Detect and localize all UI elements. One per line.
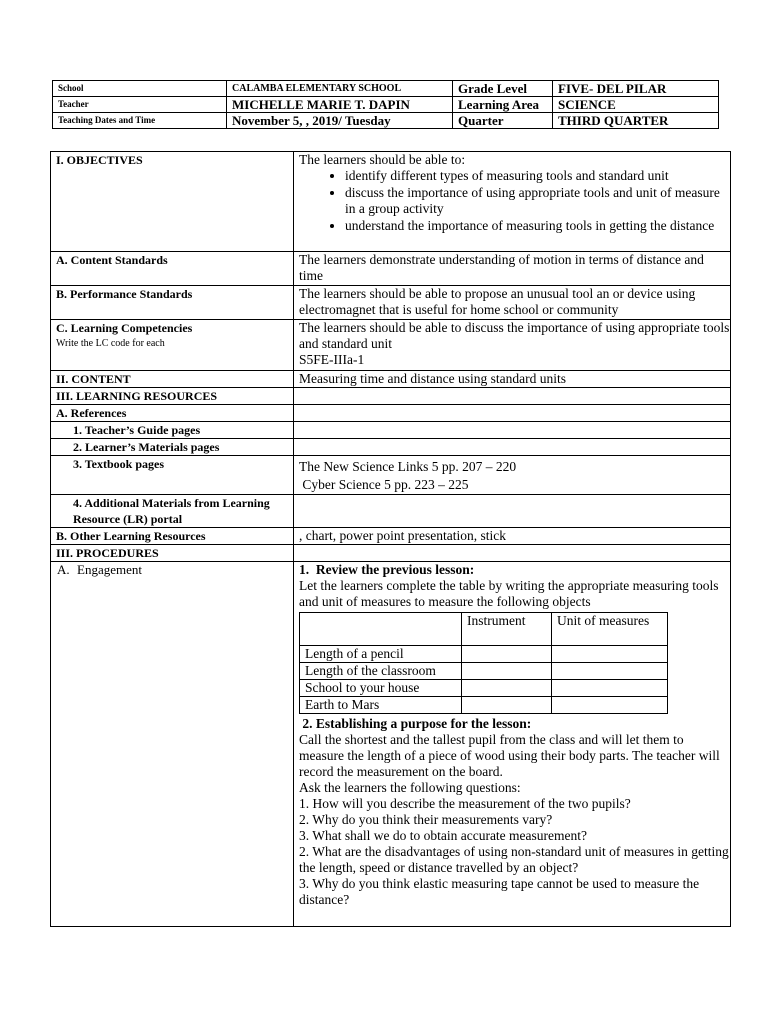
purpose-title: 2. Establishing a purpose for the lesson:: [299, 716, 532, 731]
objective-item: • identify different types of measuring tools and standard unit: [345, 168, 730, 185]
area-value: SCIENCE: [553, 97, 719, 113]
textbook-line2: Cyber Science 5 pp. 223 – 225: [299, 477, 469, 492]
additional-row: [51, 495, 731, 528]
references-row: [51, 405, 731, 422]
other-resources-row: [51, 528, 731, 545]
review-text: Let the learners complete the table by writing the appropriate measuring tools and unit of measures to measure the following objects: [299, 578, 719, 609]
tg-row: [51, 422, 731, 439]
additional-empty: [294, 495, 731, 528]
tg-label: 1. Teacher’s Guide pages: [51, 422, 294, 439]
performance-standards-row: [51, 286, 731, 320]
competencies-label: C. Learning Competencies: [56, 321, 193, 335]
measuring-instrument-cell: [462, 663, 552, 680]
content-standards-label: A. Content Standards: [51, 252, 294, 286]
resources-empty: [294, 388, 731, 405]
textbook-line1: The New Science Links 5 pp. 207 – 220: [299, 459, 517, 474]
lesson-plan-table: [50, 151, 731, 927]
procedures-label: III. PROCEDURES: [51, 545, 294, 562]
engagement-label: Engagement: [77, 562, 142, 577]
other-resources-label: B. Other Learning Resources: [51, 528, 294, 545]
additional-label: 4. Additional Materials from Learning Resource (LR) portal: [51, 495, 294, 528]
lm-row: [51, 439, 731, 456]
competencies-sublabel: Write the LC code for each: [56, 338, 165, 349]
teacher-value: MICHELLE MARIE T. DAPIN: [227, 97, 453, 113]
question-item: 2. Why do you think their measurements vary?: [299, 812, 553, 827]
measuring-unit-cell: [552, 680, 668, 697]
competencies-cell: [51, 320, 294, 371]
lm-label: 2. Learner’s Materials pages: [51, 439, 294, 456]
quarter-label: Quarter: [453, 113, 553, 129]
competencies-row: [51, 320, 731, 371]
engagement-num: A.: [57, 562, 70, 577]
measuring-table-row: [300, 680, 668, 697]
teacher-label: Teacher: [53, 97, 227, 113]
tg-empty: [294, 422, 731, 439]
objectives-intro: The learners should be able to:: [299, 152, 466, 167]
measuring-unit-cell: [552, 663, 668, 680]
quarter-value: THIRD QUARTER: [553, 113, 719, 129]
objectives-cell: [294, 152, 731, 252]
resources-row: [51, 388, 731, 405]
dates-value: November 5, , 2019/ Tuesday: [227, 113, 453, 129]
measuring-instrument-cell: [462, 697, 552, 714]
school-label: School: [53, 81, 227, 97]
objectives-label: I. OBJECTIVES: [51, 152, 294, 252]
content-row: [51, 371, 731, 388]
header-table: [52, 80, 719, 129]
performance-standards-text: The learners should be able to propose an unusual tool an or device using electromagnet that is useful for home school or community: [294, 286, 731, 320]
measuring-instrument-cell: [462, 646, 552, 663]
textbook-cell: [294, 456, 731, 495]
objective-item: • discuss the importance of using appropriate tools and unit of measure in a group activity: [345, 185, 730, 218]
question-item: 3. What shall we do to obtain accurate measurement?: [299, 828, 588, 843]
measuring-table-row: [300, 697, 668, 714]
competencies-text: The learners should be able to discuss the importance of using appropriate tools and standard unit: [299, 320, 730, 351]
competencies-text-cell: [294, 320, 731, 371]
measuring-object: School to your house: [300, 680, 462, 697]
objectives-list: [299, 168, 730, 234]
dates-label: Teaching Dates and Time: [53, 113, 227, 129]
ask-text: Ask the learners the following questions:: [299, 780, 521, 795]
review-title: 1. Review the previous lesson:: [299, 562, 475, 577]
header-row-teacher: [53, 97, 719, 113]
header-row-school: [53, 81, 719, 97]
measuring-table-row: [300, 646, 668, 663]
references-label: A. References: [51, 405, 294, 422]
measuring-header-unit: Unit of measures: [552, 613, 668, 646]
measuring-table-header: [300, 613, 668, 646]
objectives-row: [51, 152, 731, 252]
resources-label: III. LEARNING RESOURCES: [51, 388, 294, 405]
engagement-row: [51, 562, 731, 927]
measuring-header-instrument: Instrument: [462, 613, 552, 646]
measuring-object: Earth to Mars: [300, 697, 462, 714]
question-item: 3. Why do you think elastic measuring tape cannot be used to measure the distance?: [299, 876, 700, 907]
question-item: 1. How will you describe the measurement of the two pupils?: [299, 796, 631, 811]
measuring-unit-cell: [552, 646, 668, 663]
engagement-cell: [51, 562, 294, 927]
school-value: CALAMBA ELEMENTARY SCHOOL: [227, 81, 453, 97]
textbook-row: [51, 456, 731, 495]
procedures-empty: [294, 545, 731, 562]
measuring-unit-cell: [552, 697, 668, 714]
other-resources-text: , chart, power point presentation, stick: [294, 528, 731, 545]
procedures-row: [51, 545, 731, 562]
purpose-text: Call the shortest and the tallest pupil from the class and will let them to measure the length of a piece of wood using their body parts. The teacher will record the measurement on the board.: [299, 732, 720, 779]
measuring-header-blank: [300, 613, 462, 646]
question-item: 2. What are the disadvantages of using non-standard unit of measures in getting the length, speed or distance travelled by an object?: [299, 844, 729, 875]
measuring-object: Length of the classroom: [300, 663, 462, 680]
measuring-table: [299, 612, 668, 714]
measuring-table-row: [300, 663, 668, 680]
references-empty: [294, 405, 731, 422]
objective-item: • understand the importance of measuring tools in getting the distance: [345, 218, 730, 235]
content-standards-row: [51, 252, 731, 286]
area-label: Learning Area: [453, 97, 553, 113]
content-standards-text: The learners demonstrate understanding of motion in terms of distance and time: [294, 252, 731, 286]
content-text: Measuring time and distance using standard units: [294, 371, 731, 388]
grade-label: Grade Level: [453, 81, 553, 97]
engagement-content: [294, 562, 731, 927]
content-label: II. CONTENT: [51, 371, 294, 388]
performance-standards-label: B. Performance Standards: [51, 286, 294, 320]
measuring-instrument-cell: [462, 680, 552, 697]
competencies-code: S5FE-IIIa-1: [299, 352, 365, 367]
lm-empty: [294, 439, 731, 456]
textbook-label: 3. Textbook pages: [51, 456, 294, 495]
measuring-object: Length of a pencil: [300, 646, 462, 663]
grade-value: FIVE- DEL PILAR: [553, 81, 719, 97]
header-row-dates: [53, 113, 719, 129]
